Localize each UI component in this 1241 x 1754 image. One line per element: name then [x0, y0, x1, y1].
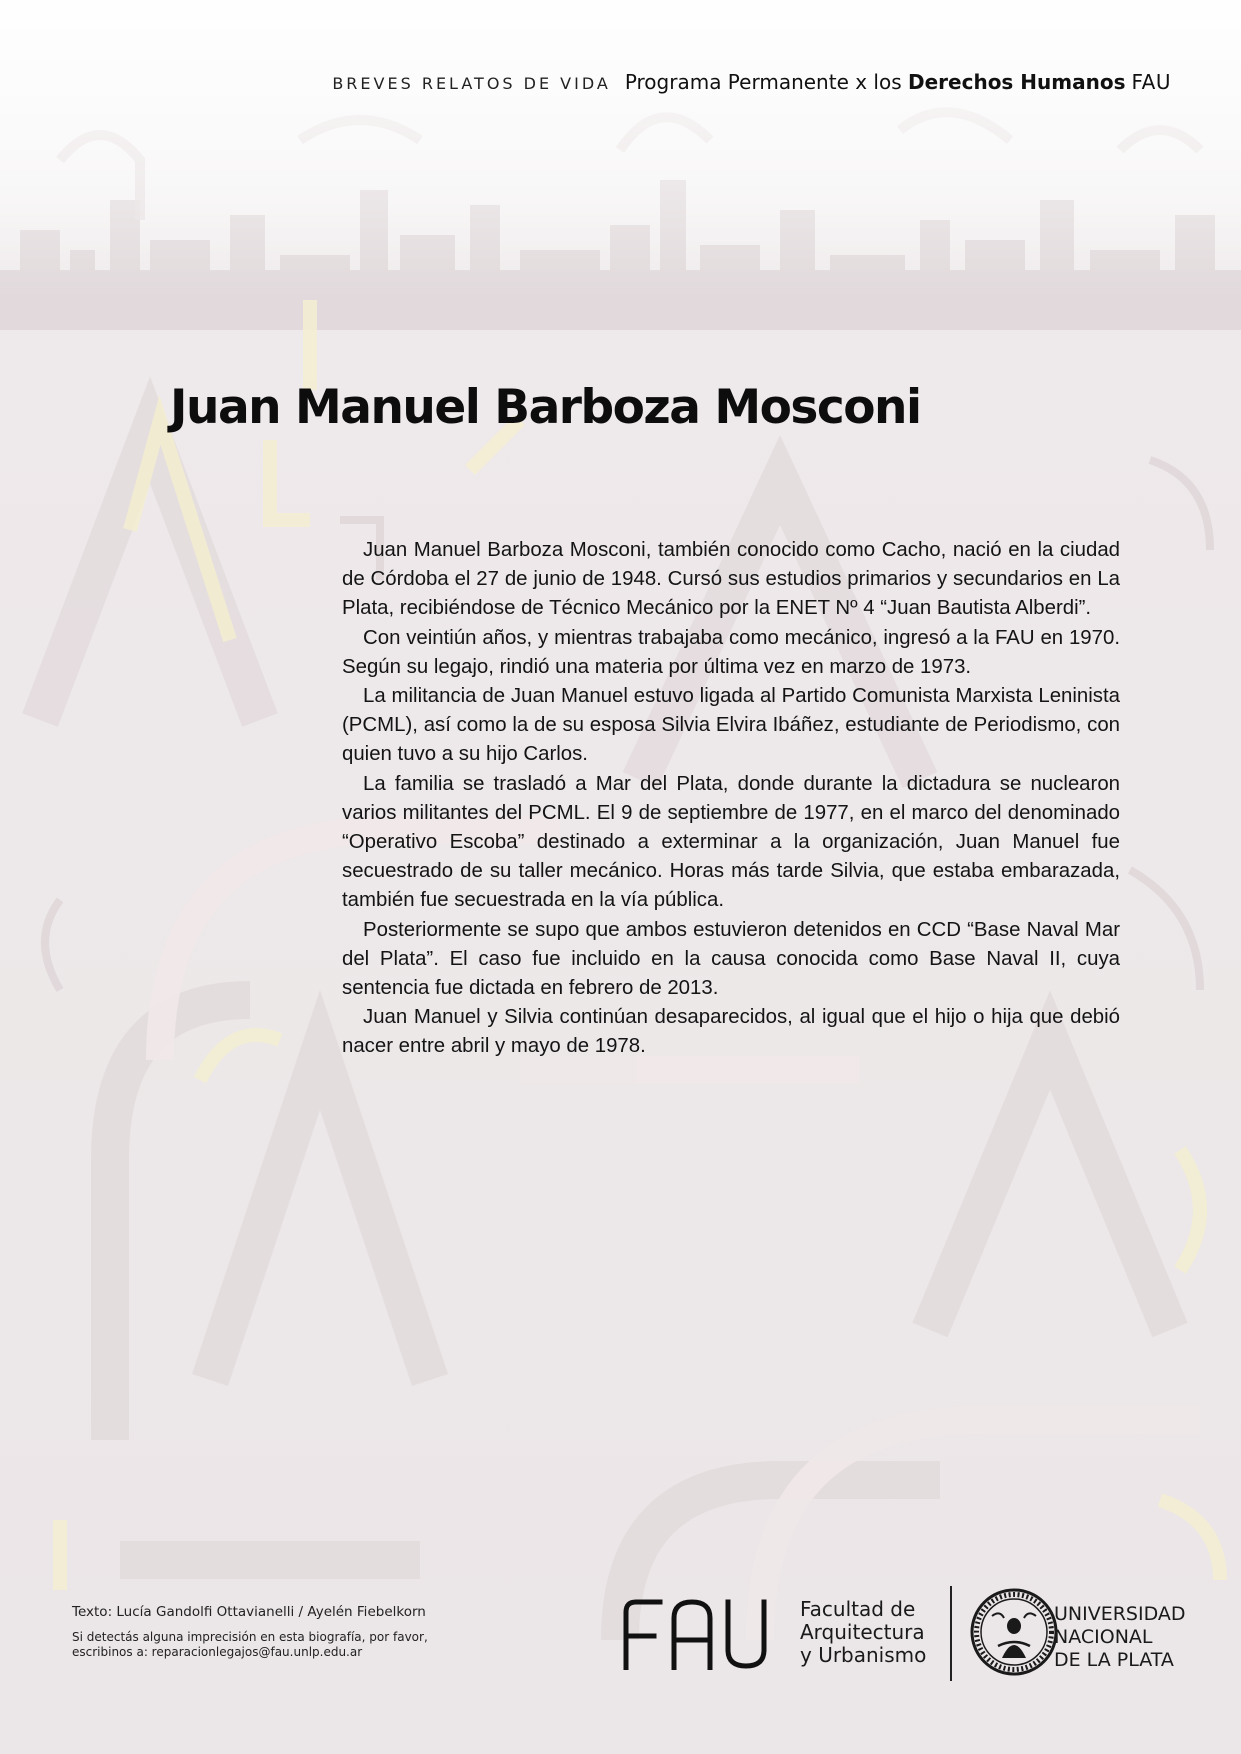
credits [72, 1604, 492, 1660]
unlp-seal-icon [968, 1586, 1060, 1678]
fau-logo-text: FAU [622, 1598, 624, 1599]
page-header [332, 70, 1171, 100]
correction-note [72, 1630, 492, 1660]
correction-note-line: Si detectás alguna imprecisión en esta biografía, por favor, [72, 1630, 428, 1644]
faculty-name [800, 1598, 926, 1667]
faculty-name-line: y Urbanismo [800, 1643, 927, 1667]
paragraph: La familia se trasladó a Mar del Plata, donde durante la dictadura se nuclearon varios militantes del PCML. El 9 de septiembre de 1977, en el marco del denominado “Operativo Escoba” destinado a exterminar a la organización, Juan Manuel fue secuestrado de su taller mecánico. Horas más tarde Silvia, que estaba embarazada, también fue secuestrada en la vía pública. [342, 772, 1120, 912]
fau-logo [622, 1598, 770, 1670]
author-credit: Texto: Lucía Gandolfi Ottavianelli / Ayelén Fiebelkorn [72, 1604, 426, 1620]
biography-title: Juan Manuel Barboza Mosconi [170, 380, 921, 435]
university-name-line: NACIONAL [1054, 1626, 1153, 1648]
paragraph: Juan Manuel y Silvia continúan desaparecidos, al igual que el hijo o hija que debió nacer entre abril y mayo de 1978. [342, 1006, 1120, 1058]
university-name-line: DE LA PLATA [1054, 1649, 1174, 1671]
paragraph: Con veintiún años, y mientras trabajaba como mecánico, ingresó a la FAU en 1970. Según su legajo, rindió una materia por última vez en marzo de 1973. [342, 626, 1120, 678]
faculty-name-line: Facultad de [800, 1597, 916, 1621]
university-name-line: UNIVERSIDAD [1054, 1603, 1186, 1625]
program-fau: FAU [1131, 70, 1171, 94]
faculty-name-line: Arquitectura [800, 1620, 925, 1644]
logo-divider [950, 1586, 952, 1681]
series-title: BREVES RELATOS DE VIDA [332, 74, 611, 93]
paragraph: Juan Manuel Barboza Mosconi, también conocido como Cacho, nació en la ciudad de Córdoba el 27 de junio de 1948. Cursó sus estudios primarios y secundarios en La Plata, recibiéndose de Técnico Mecánico por la ENET Nº 4 “Juan Bautista Alberdi”. [342, 539, 1120, 620]
program-title [625, 70, 1171, 94]
correction-note-email: escribinos a: reparacionlegajos@fau.unlp.edu.ar [72, 1645, 363, 1659]
biography-body [342, 536, 1120, 1062]
paragraph: Posteriormente se supo que ambos estuvieron detenidos en CCD “Base Naval Mar del Plata”. El caso fue incluido en la causa conocida como Base Naval II, cuya sentencia fue dictada en febrero de 2013. [342, 918, 1120, 1000]
program-prefix: Programa Permanente x los [624, 70, 908, 94]
program-bold: Derechos Humanos [908, 70, 1126, 94]
paragraph: La militancia de Juan Manuel estuvo ligada al Partido Comunista Marxista Leninista (PCML), así como la de su esposa Silvia Elvira Ibáñez, estudiante de Periodismo, con quien tuvo a su hijo Carlos. [342, 685, 1120, 766]
university-name [1054, 1603, 1186, 1672]
